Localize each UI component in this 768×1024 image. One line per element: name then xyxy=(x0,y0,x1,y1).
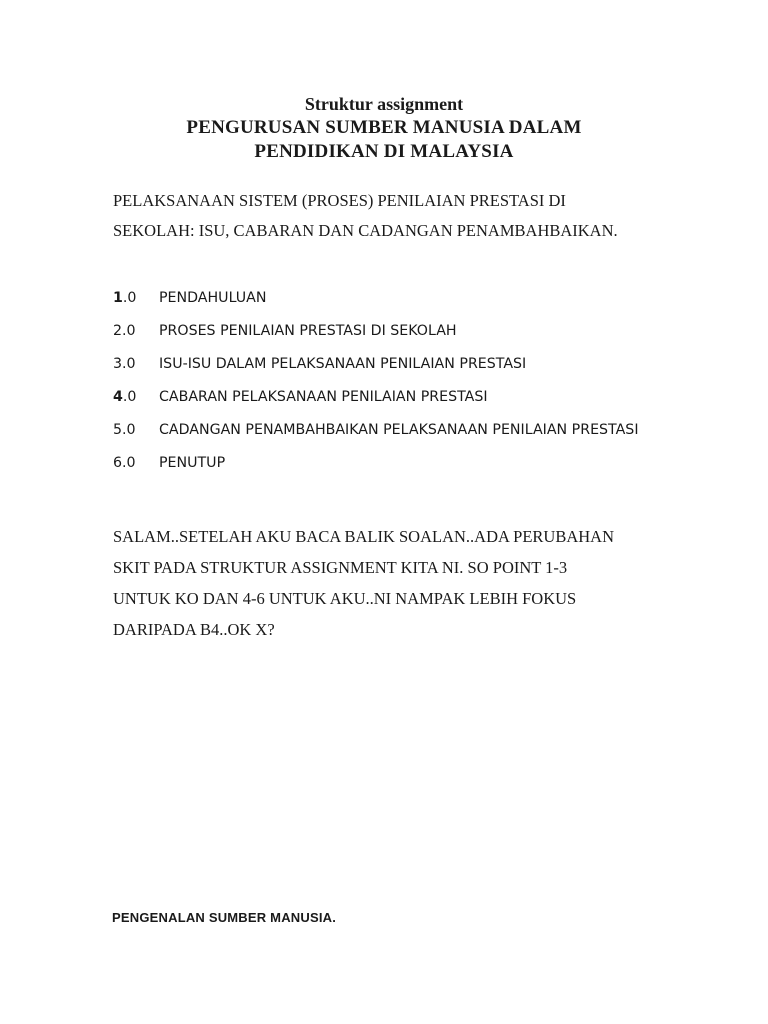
outline-number: 1.0 xyxy=(113,290,137,306)
outline-item xyxy=(113,447,639,480)
outline-number: 4.0 xyxy=(113,389,137,405)
outline-label: PROSES PENILAIAN PRESTASI DI SEKOLAH xyxy=(159,323,457,339)
note-line-4: DARIPADA B4..OK X? xyxy=(113,620,275,639)
title-line-1: Struktur assignment xyxy=(304,94,464,114)
outline-item xyxy=(113,381,639,414)
outline-number: 6.0 xyxy=(113,455,136,471)
outline-number: 5.0 xyxy=(113,422,136,438)
outline-label: ISU-ISU DALAM PELAKSANAAN PENILAIAN PRESTASI xyxy=(159,356,527,372)
outline-number: 3.0 xyxy=(113,356,136,372)
note-line-1: SALAM..SETELAH AKU BACA BALIK SOALAN..ADA PERUBAHAN xyxy=(113,527,614,546)
outline-list xyxy=(113,282,639,480)
title-line-3: PENDIDIKAN DI MALAYSIA xyxy=(254,141,514,162)
outline-item xyxy=(113,315,639,348)
outline-item xyxy=(113,414,639,447)
outline-label: PENDAHULUAN xyxy=(159,290,267,306)
note-line-2: SKIT PADA STRUKTUR ASSIGNMENT KITA NI. SO POINT 1-3 xyxy=(113,558,568,577)
outline-label: CADANGAN PENAMBAHBAIKAN PELAKSANAAN PENILAIAN PRESTASI xyxy=(159,422,639,438)
assignment-topic xyxy=(113,186,673,246)
document-title xyxy=(0,92,768,164)
outline-item xyxy=(113,348,639,381)
outline-label: CABARAN PELAKSANAAN PENILAIAN PRESTASI xyxy=(159,389,488,405)
outline-item xyxy=(113,282,639,315)
note-line-3: UNTUK KO DAN 4-6 UNTUK AKU..NI NAMPAK LEBIH FOKUS xyxy=(113,589,577,608)
topic-line-1: PELAKSANAAN SISTEM (PROSES) PENILAIAN PRESTASI DI xyxy=(113,191,566,210)
section-heading: PENGENALAN SUMBER MANUSIA. xyxy=(112,910,337,925)
outline-number: 2.0 xyxy=(113,323,136,339)
title-line-2: PENGURUSAN SUMBER MANUSIA DALAM xyxy=(186,117,582,138)
topic-line-2: SEKOLAH: ISU, CABARAN DAN CADANGAN PENAMBAHBAIKAN. xyxy=(113,221,618,240)
outline-label: PENUTUP xyxy=(159,455,226,471)
note-paragraph xyxy=(113,521,683,645)
